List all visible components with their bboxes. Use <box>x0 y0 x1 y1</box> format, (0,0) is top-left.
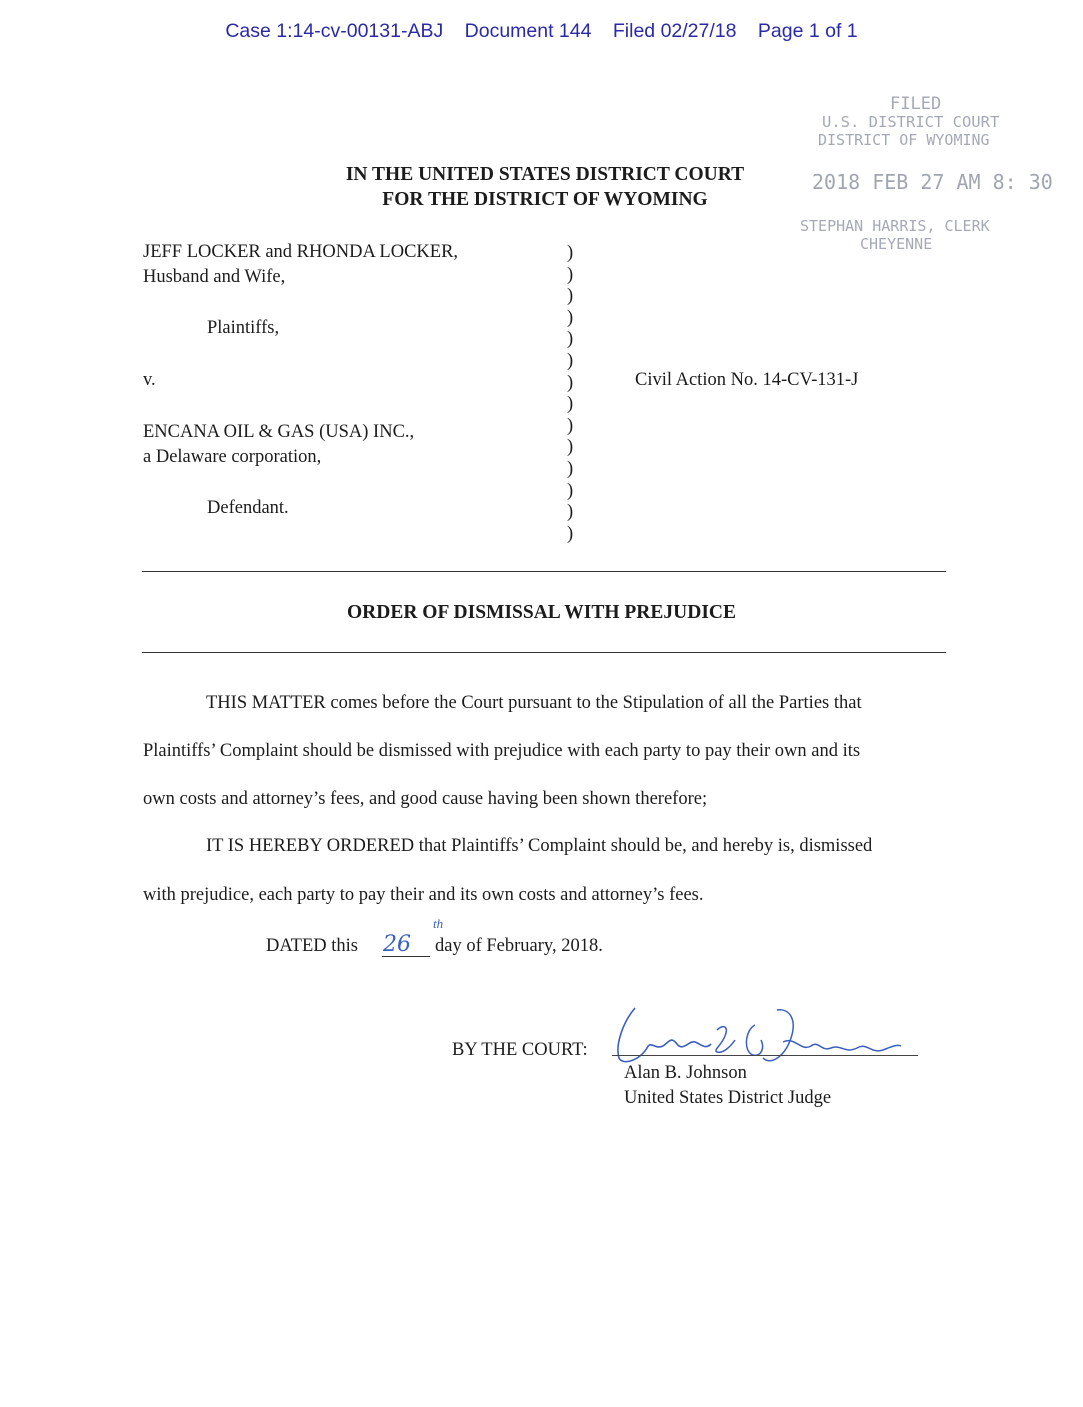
court-heading-line1: IN THE UNITED STATES DISTRICT COURT <box>345 164 745 185</box>
judge-name: Alan B. Johnson <box>624 1063 747 1083</box>
stamp-district: DISTRICT OF WYOMING <box>818 131 990 149</box>
by-the-court-label: BY THE COURT: <box>452 1040 588 1060</box>
dated-day-underline <box>382 956 430 957</box>
signature-line <box>612 1055 918 1056</box>
defendant-name: ENCANA OIL & GAS (USA) INC., <box>143 422 415 442</box>
paragraph-2-line-1: IT IS HEREBY ORDERED that Plaintiffs’ Complaint should be, and hereby is, dismissed <box>206 836 873 856</box>
stamp-clerk: STEPHAN HARRIS, CLERK <box>800 217 990 235</box>
versus: v. <box>143 370 156 390</box>
civil-action-number: Civil Action No. 14-CV-131-J <box>635 370 859 390</box>
document-number: Document 144 <box>464 20 592 42</box>
paragraph-2-line-2: with prejudice, each party to pay their and its own costs and attorney’s fees. <box>143 885 704 905</box>
defendant-description: a Delaware corporation, <box>143 447 322 467</box>
case-number: Case 1:14-cv-00131-ABJ <box>225 20 444 42</box>
judge-title: United States District Judge <box>624 1088 832 1108</box>
stamp-court: U.S. DISTRICT COURT <box>822 113 1000 131</box>
dated-prefix: DATED this <box>266 936 358 956</box>
stamp-filed: FILED <box>890 94 942 114</box>
title-rule-top <box>142 571 946 572</box>
defendant-label: Defendant. <box>207 498 289 518</box>
plaintiffs-label: Plaintiffs, <box>207 318 280 338</box>
paragraph-1-line-2: Plaintiffs’ Complaint should be dismissed with prejudice with each party to pay their own and its <box>143 741 861 761</box>
caption-parenthesis-column: ) ) ) ) ) ) ) ) ) ) ) ) ) ) <box>567 243 574 544</box>
filed-date: Filed 02/27/18 <box>612 20 737 42</box>
paragraph-1-line-1: THIS MATTER comes before the Court pursuant to the Stipulation of all the Parties that <box>206 693 862 713</box>
stamp-city: CHEYENNE <box>860 235 933 253</box>
paragraph-1-line-3: own costs and attorney’s fees, and good cause having been shown therefore; <box>143 789 708 809</box>
dated-day-handwritten: 26 <box>383 932 411 957</box>
title-rule-bottom <box>142 652 946 653</box>
plaintiffs-names: JEFF LOCKER and RHONDA LOCKER, <box>143 242 459 262</box>
court-heading-line2: FOR THE DISTRICT OF WYOMING <box>382 189 708 210</box>
dated-suffix: day of February, 2018. <box>435 936 603 956</box>
judge-signature <box>605 1000 920 1070</box>
page-indicator: Page 1 of 1 <box>757 20 858 42</box>
order-title: ORDER OF DISMISSAL WITH PREJUDICE <box>347 602 736 623</box>
dated-day-suffix-handwritten: th <box>433 916 444 931</box>
ecf-header <box>0 20 1083 43</box>
plaintiffs-relation: Husband and Wife, <box>143 267 286 287</box>
stamp-datetime: 2018 FEB 27 AM 8: 30 <box>812 170 1053 194</box>
